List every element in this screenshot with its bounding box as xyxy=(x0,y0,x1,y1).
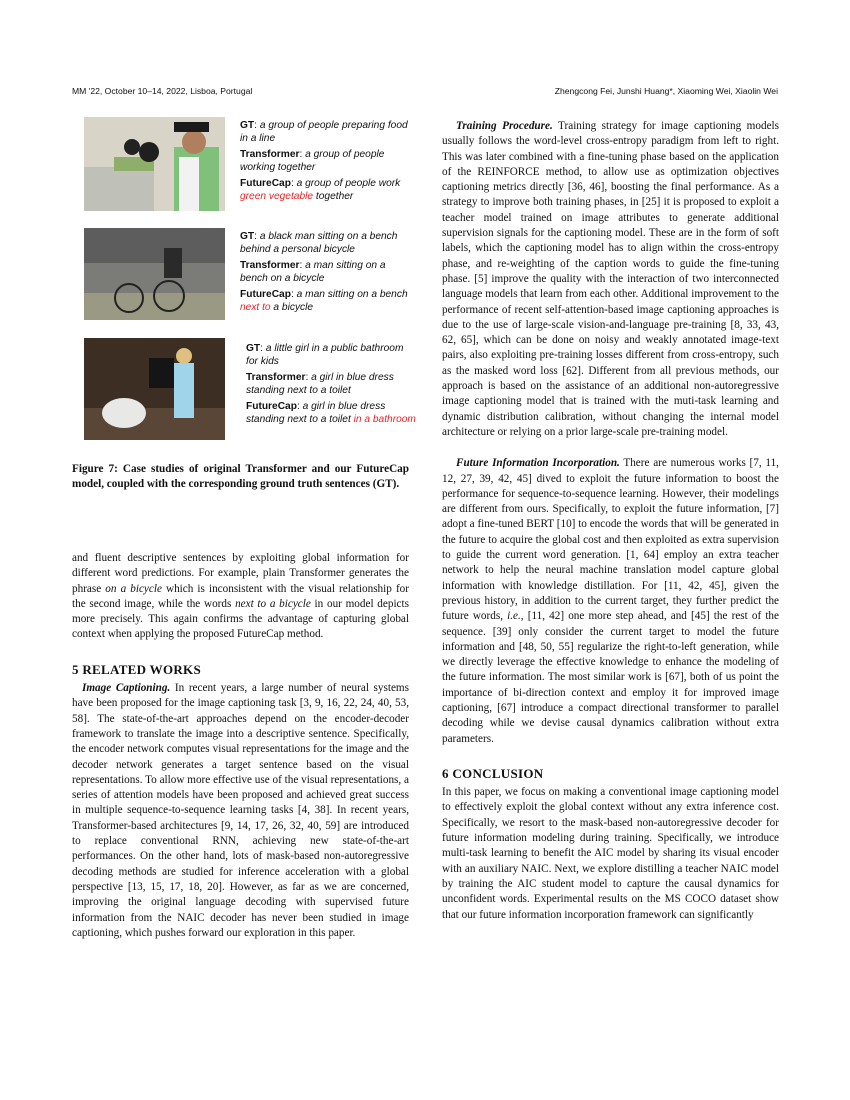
gt-text: a group of people preparing food in a line xyxy=(240,120,408,144)
gt-text: a black man sitting on a bench behind a personal bicycle xyxy=(240,231,398,255)
futurecap-text-end: a bicycle xyxy=(270,301,314,313)
futurecap-text-end: together xyxy=(313,190,354,202)
transformer-text: a group of people working together xyxy=(240,149,385,173)
paragraph-lead: Training Procedure. xyxy=(456,120,553,132)
text: Training strategy for image captioning models usually follows the word-level cross-entropy paradigm from left to right. This was later combined with a fine-tuning phase based on the application of the REINFORCE method, to allow use as optimization objectives captioning metrics directly [36, 46], boosting the final performance. As a strategy to improve both training phases, in [25] it is proposed to exploit a teacher model trained on image attributes to generate additional supervision signals for the captioning model. These are in the form of soft labels, which the captioning model has to align within the cross-entropy phase, and re-weighting of the caption words to guide the fine-tuning phase. [5] improve the quality with the interaction of two interconnected language models that learn from each other. Additional improvement to the performance of recent self-attention-based image captioning approaches is due to the use of large-scale vision-and-language pre-training [8, 33, 43, 62, 65], which can be done on noisy and weakly annotated image-text pairs, also exploiting pre-training losses different from cross-entropy, such as the masked word loss [62]. Different from all previous methods, our approach is based on the assistance of an additional non-autoregressive image captioning model that is trained with the muti-task learning and dynamic distribution calibration, without changing the internal model architecture or relying on a prior large-scale pre-training model. xyxy=(442,120,780,438)
futurecap-label: FutureCap xyxy=(240,178,291,190)
image-captioning-paragraph xyxy=(72,681,409,941)
futurecap-text: a girl in blue dress standing next to a toilet xyxy=(246,401,386,425)
figure-caption: Figure 7: Case studies of original Transformer and our FutureCap model, coupled with the corresponding ground truth sentences (GT). xyxy=(72,463,409,490)
text: There are numerous works [7, 11, 12, 27, 39, 42, 45] dived to exploit the future information to boost the performance for sequence-to-sequence learning. However, their modelings are different from ours. Specifically, to exploit the future information, [7] adopt a fine-tuned BERT [10] to encode the words that will be generated in the future to acquire the global cost and then exploited as extra supervision to guide the current word generation. [1, 64] employ an extra teacher network to help the neural machine translation model capture global information with knowledge distillation. For [11, 42, 45], given the previous history, in addition to the current target, they further predict the future words, xyxy=(442,457,779,623)
right-column xyxy=(442,119,779,923)
conclusion-paragraph: In this paper, we focus on making a conventional image captioning model to effectively exploit the global context without any extra inference cost. Specifically, we resort to the mask-based non-autoregressive decoder for future information modeling during training. Specifically, we introduce multi-task learning to benefit the AIC model by sharing its visual encoder with an auxiliary NAIC. Next, we explore distilling a teacher NAIC model by training the AIC student model to capture the causal dynamics for unconfident words. Experimental results on the MS COCO dataset show that our future information incorporation framework can significantly xyxy=(442,786,779,921)
left-column xyxy=(72,551,409,941)
gt-label: GT xyxy=(246,343,261,354)
section-heading-conclusion: 6 CONCLUSION xyxy=(442,765,544,781)
emphasis: next to a bicycle xyxy=(235,597,311,610)
transformer-label: Transformer xyxy=(240,260,300,272)
running-header-authors: Zhengcong Fei, Junshi Huang*, Xiaoming Wei, Xiaolin Wei xyxy=(554,86,778,96)
gt-label: GT xyxy=(240,231,255,242)
case-caption-1: GT: a group of people preparing food in a line Transformer: a group of people working together FutureCap: a group of people work green vegetable together xyxy=(240,120,408,202)
paragraph-lead: Future Information Incorporation. xyxy=(456,457,620,470)
highlighted-words: in a bathroom xyxy=(353,413,416,425)
futurecap-label: FutureCap xyxy=(246,401,297,413)
paragraph-lead: Image Captioning. xyxy=(82,682,171,695)
text: in our model depicts more precisely. This again confirms the advantage of capturing global context when applying the proposed FutureCap method. xyxy=(72,597,409,641)
text: and fluent descriptive sentences by exploiting global information for different word predictions. For example, plain Transformer generates the phrase xyxy=(72,552,409,595)
gt-text: a little girl in a public bathroom for kids xyxy=(246,343,404,367)
training-procedure-paragraph xyxy=(442,119,779,440)
running-header-venue: MM '22, October 10–14, 2022, Lisboa, Portugal xyxy=(72,86,253,96)
section-heading-related-works: 5 RELATED WORKS xyxy=(72,661,201,677)
highlighted-words: green vegetable xyxy=(240,190,314,202)
future-information-paragraph xyxy=(442,456,779,747)
transformer-text: a man sitting on a bench on a bicycle xyxy=(240,260,386,284)
case-image-kitchen xyxy=(84,117,225,211)
text: which is inconsistent with the visual relationship for the second image, while the words xyxy=(72,582,409,610)
emphasis: on a bicycle xyxy=(105,582,162,595)
transformer-label: Transformer xyxy=(246,372,306,384)
transformer-text: a girl in blue dress standing next to a toilet xyxy=(246,372,394,396)
futurecap-text: a group of people work xyxy=(296,178,401,190)
futurecap-label: FutureCap xyxy=(240,289,291,301)
emphasis: i.e. xyxy=(507,610,521,623)
case-image-bathroom xyxy=(84,338,225,440)
case-image-bicycle xyxy=(84,228,225,320)
transformer-label: Transformer xyxy=(240,149,300,161)
highlighted-words: next to xyxy=(240,301,271,313)
text: , [11, 42] one more step ahead, and [45] the rest of the sequence. [39] only consider the current target to model the future information and [48, 50, 55] regularize the right-to-left generation, while we directly leverage the effective knowledge to enhance the modeling of the future information. The most similar work is [67], both of us point the importance of bi-direction context and employ it for improved image captioning, [67] introduce a compact directional transformer to parallel decoding while we devise causal dynamics calibration without extra parameters. xyxy=(442,610,779,745)
discussion-paragraph xyxy=(72,551,409,643)
gt-label: GT xyxy=(240,120,255,131)
futurecap-text: a man sitting on a bench xyxy=(296,289,408,301)
case-caption-2: GT: a black man sitting on a bench behind a personal bicycle Transformer: a man sitting on a bench on a bicycle FutureCap: a man sitting on a bench next to a bicycle xyxy=(240,231,408,313)
text: In recent years, a large number of neural systems have been proposed for the image captioning task [3, 9, 16, 22, 24, 40, 53, 58]. The state-of-the-art approaches depend on the encoder-decoder framework to translate the image into a descriptive sentence. Specifically, the encoder network computes visual representations for the image and the decoder network generates a target sentence based on the visual representations. To allow more effective use of the visual representations, a series of attention models have been proposed and achieved great success in multiple sequence-to-sequence learning tasks [4, 38]. In recent years, Transformer-based architectures [9, 14, 17, 26, 32, 40, 59] are introduced to replace conventional RNN, achieving new state-of-the-art performances. On the other hand, lots of mask-based non-autoregressive decoding methods are studied for inference acceleration with a global perspective [13, 15, 17, 18, 20]. However, as far as we are concerned, improving the original language decoding with supervised future information from the NAIC decoder has never been studied in image captioning, which pushes forward our exploration in this paper. xyxy=(72,682,409,939)
case-caption-3: GT: a little girl in a public bathroom for kids Transformer: a girl in blue dress standing next to a toilet FutureCap: a girl in blue dress standing next to a toilet in a bathroom xyxy=(246,343,416,425)
